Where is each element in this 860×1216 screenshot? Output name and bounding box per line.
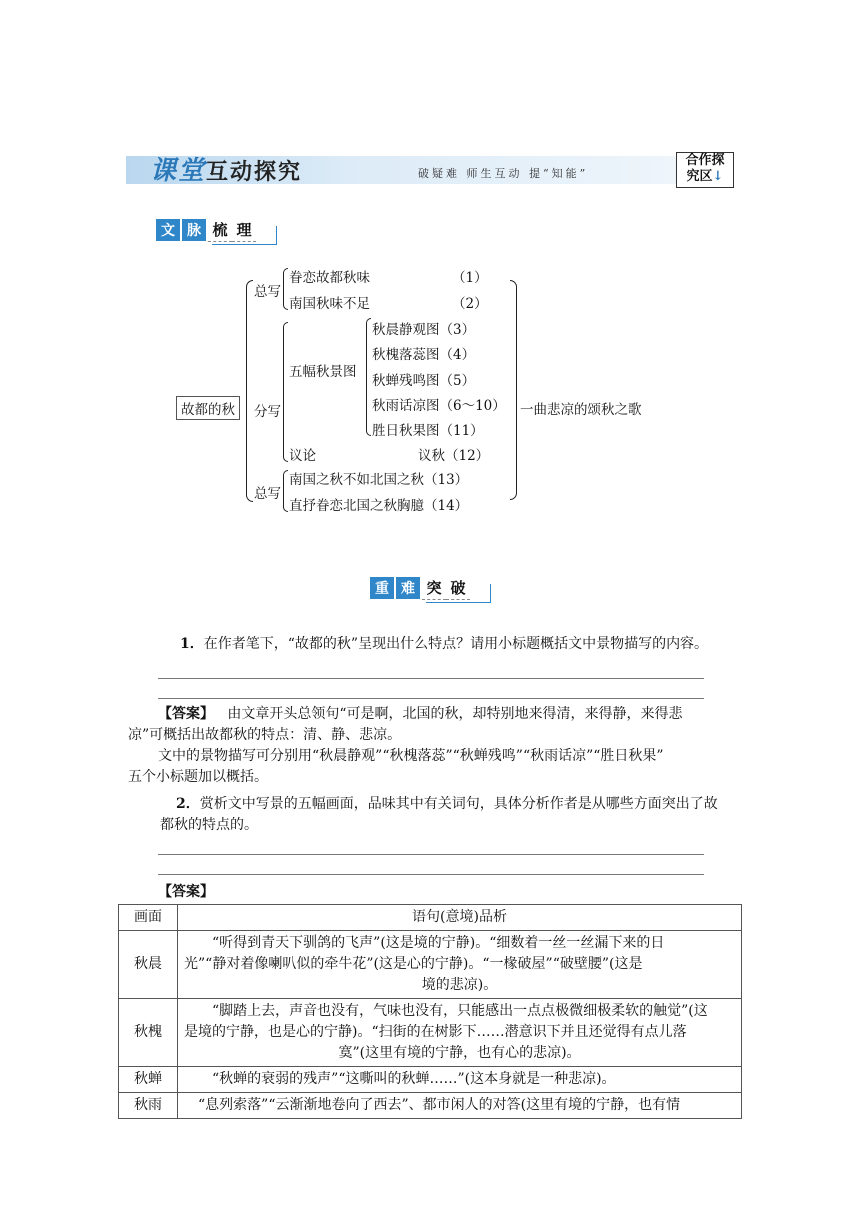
tree-summary: 一曲悲凉的颂秋之歌 [520,402,642,418]
table-row [119,999,742,1067]
brace-wufu [366,318,371,436]
table-cell-scene: 秋槐 [119,999,178,1067]
tree-scene5: 胜日秋果图（11） [372,423,484,439]
tree-yiqiu: 议秋（12） [418,448,490,464]
section-frame [212,226,277,245]
table-cell-analysis: “听得到青天下驯鸽的飞声”(这是境的宁静)。“细数着一丝一丝漏下来的日 光”“静对着像喇叭似的牵牛花”(这是心的宁静)。“一椽破屋”“破壁腰”(这是 境的悲凉)。 [178,931,742,999]
coop-badge: 合作探 究区↓ [676,152,734,188]
tree-item1: 眷恋故都秋味 [289,270,370,286]
answer-line [158,854,704,855]
tree-scene2: 秋槐落蕊图（4） [372,347,476,363]
brace-fenxie [283,322,288,462]
header-subtitle: 破疑难 师生互动 提“知能” [418,167,589,180]
tree-item4: 直抒眷恋北国之秋胸臆（14） [289,498,469,514]
tree-item3: 南国之秋不如北国之秋（13） [289,472,469,488]
header-title: 课堂互动探究 [150,156,303,186]
answer-line [158,678,704,679]
table-row [119,1093,742,1119]
tree-yilun: 议论 [289,448,316,464]
answer-line [158,874,704,875]
tree-root: 故都的秋 [176,396,240,420]
table-cell-analysis: “息列索落”“云渐渐地卷向了西去”、都市闲人的对答(这里有境的宁静，也有情 [178,1093,742,1119]
table-cell-scene: 秋晨 [119,931,178,999]
tree-zongxie1: 总写 [254,284,281,300]
brace-main [246,280,253,502]
tree-wufu: 五幅秋景图 [289,364,357,380]
arrow-down-icon: ↓ [712,169,724,184]
brace-zongxie1 [283,268,288,310]
tree-num2: （2） [452,296,488,312]
table-header [119,905,742,931]
table-header-cell: 画面 [119,905,178,931]
tree-scene1: 秋晨静观图（3） [372,322,476,338]
section-frame-2 [426,584,491,603]
tree-zongxie2: 总写 [254,486,281,502]
table-cell-analysis: “脚踏上去，声音也没有，气味也没有，只能感出一点点极微细极柔软的触觉”(这 是境的宁静，也是心的宁静)。“扫街的在树影下……潜意识下并且还觉得有点儿落 寞”(这里有境的宁静，也有心的悲凉)。 [178,999,742,1067]
tree-num1: （1） [452,270,488,286]
section-label-wenmai: 文 脉 梳 理 [156,218,256,242]
table-row [119,1067,742,1093]
table-cell-analysis: “秋蝉的衰弱的残声”“这嘶叫的秋蝉……”(这本身就是一种悲凉)。 [178,1067,742,1093]
question-2: 2．赏析文中写景的五幅画面，品味其中有关词句，具体分析作者是从哪些方面突出了故 都秋的特点的。 [160,796,718,833]
tree-scene3: 秋蝉残鸣图（5） [372,373,476,389]
brace-right [510,280,517,500]
tree-fenxie: 分写 [254,404,281,420]
table-cell-scene: 秋雨 [119,1093,178,1119]
tree-scene4: 秋雨话凉图（6～10） [372,398,506,414]
tree-item2: 南国秋味不足 [289,296,370,312]
table-header-cell: 语句(意境)品析 [178,905,742,931]
table-row [119,931,742,999]
brace-zongxie2 [283,470,288,512]
question-1: 1．在作者笔下，“故都的秋”呈现出什么特点？请用小标题概括文中景物描写的内容。 [180,636,709,652]
answer-1: 【答案】 由文章开头总领句“可是啊，北国的秋，却特别地来得清，来得静，来得悲 凉”可概括出故都秋的特点：清、静、悲凉。 文中的景物描写可分别用“秋晨静观”“秋槐落蕊”“秋蝉残鸣”“秋雨话凉”“胜日秋果” 五个小标题加以概括。 [128,706,683,785]
section-label-zhongnan: 重 难 突 破 [370,576,470,600]
answer-2-label: 【答案】 [158,884,214,900]
answer-line [158,698,704,699]
answer-table [118,904,742,1119]
table-cell-scene: 秋蝉 [119,1067,178,1093]
